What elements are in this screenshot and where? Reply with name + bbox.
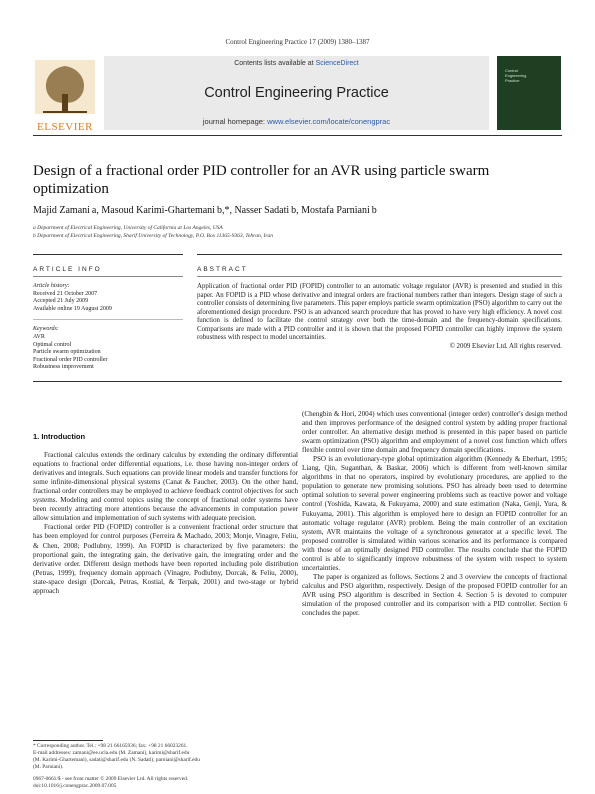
article-title: Design of a fractional order PID controller for an AVR using particle swarm optimization (33, 163, 490, 197)
keyword-item: Particle swarm optimization (33, 349, 101, 356)
article-info-heading: ARTICLE INFO (33, 266, 102, 273)
left-column (33, 432, 298, 596)
info-divider (33, 319, 183, 321)
homepage-link[interactable]: www.elsevier.com/locate/conengprac (267, 117, 391, 126)
right-column (302, 410, 567, 618)
keywords-label: Keywords: (33, 326, 59, 333)
footnotes (33, 743, 298, 771)
contents-prefix: Contents lists available at (234, 60, 316, 67)
paragraph: Fractional order PID (FOPID) controller is a convenient fractional order structure that has been employed for control purposes (Ferreira & Machado, 2003; Monje, Vinagre, Feliu, & Chen, 2008; Podlubny, 1999). An FOPID is characterized by five parameters: the proportional gain, the integrating gain, the derivative gain, the integrating order and the derivative order. Different design methods have been reported including pole distribution (Petras, 1999), frequency domain approach (Vinagre, Podlubny, Dorcak, & Feliu, 2000), state-space design (Dorcak, Petras, Kostial, & Terpak, 2001) and two-stage or hybrid approach (33, 523, 298, 595)
doi-line: doi:10.1016/j.conengprac.2009.07.005 (33, 783, 117, 789)
article-identifiers (33, 776, 298, 790)
paragraph: Fractional calculus extends the ordinary calculus by extending the ordinary differential equations to fractional order differential equations, i.e. those having non-integer orders of derivatives and integrals. Such equations can provide linear models and transfer functions for some infinite-dimensional physical systems (Canat & Faucher, 2003). On the other hand, fractional order controllers may be employed to achieve feedback control objectives for such systems. Modeling and control topics using the concept of fractional order systems have been recently attracting more attentions because the advancements in computation power allow simulation and implementation of such systems with adequate precision. (33, 451, 298, 523)
contents-line (104, 60, 489, 67)
homepage-prefix: journal homepage: (202, 117, 268, 126)
footnote-corresponding: * Corresponding author. Tel.: +98 21 66165936; fax: +98 21 66023261. (33, 743, 188, 749)
keyword-item: AVR (33, 333, 45, 340)
keyword-item: Fractional order PID controller (33, 356, 108, 363)
history-accepted: Accepted 21 July 2009 (33, 298, 89, 305)
copyright-line: © 2009 Elsevier Ltd. All rights reserved. (449, 342, 562, 350)
sciencedirect-link[interactable]: ScienceDirect (315, 60, 359, 67)
history-online: Available online 19 August 2009 (33, 305, 112, 312)
elsevier-tree-logo (33, 58, 97, 128)
keyword-item: Optimal control (33, 341, 72, 348)
cover-title: Control Engineering Practice (505, 68, 527, 83)
abstract-bottom-rule (33, 381, 562, 382)
footnote-email: (M. Parniani). (33, 764, 64, 770)
journal-reference: Control Engineering Practice 17 (2009) 1380–1387 (225, 38, 370, 46)
abstract-heading: ABSTRACT (197, 266, 248, 273)
article-info (33, 283, 183, 372)
paragraph: The paper is organized as follows. Sections 2 and 3 overview the concepts of fractional calculus and PSO algorithm, respectively. Design of the proposed FOPID controller for an AVR using PSO algorithm is described in Section 4. Section 5 is devoted to computer simulation of the proposed controller and its comparison with a PID controller. Section 6 concludes the paper. (302, 572, 567, 618)
article-info-subrule (33, 276, 183, 277)
paragraph: PSO is an evolutionary-type global optimization algorithm (Kennedy & Eberhart, 1995; Liang, Qin, Suganthan, & Baskar, 2006) which is different from well-known similar algorithms in that no operators, inspired by evolutionary procedures, are applied to the population to generate new promising solutions. PSO has already been used to determine optimal solution to several power engineering problems such as reactive power and voltage control (Yoshida, Kawata, & Fukuyama, 2000) and state estimation (Naka, Genji, Yura, & Fukuyama, 2001). This algorithm is employed here to design an FOPID controller for an automatic voltage regulator (AVR) problem. Being the main controller of an excitation system, AVR maintains the voltage of a synchronous generator at a specific level. The proposed controller is simulated within various scenarios and its performance is compared with those of an optimally designed PID controller. The results conclude that the FOPID control is able to significantly improve robustness of the system with respect to system uncertainties. (302, 455, 567, 572)
affiliation-b: b Department of Electrical Engineering, Sharif University of Technology, P.O. Box 11365-9363, Tehran, Iran (33, 233, 273, 239)
issn-line: 0967-0661/$ - see front matter © 2009 Elsevier Ltd. All rights reserved. (33, 776, 189, 782)
footnote-email: (M. Karimi-Ghartemani), sadati@sharif.edu (N. Sadati), parniani@sharif.edu (33, 757, 200, 763)
abstract-subrule (197, 276, 562, 277)
abstract-block (197, 283, 562, 351)
paragraph: (Chengbin & Hori, 2004) which uses conventional (integer order) controller's design method and then improves performance of the designed control system by adding proper fractional order controller. An alternative design method is presented in this paper based on particle swarm optimization (PSO) algorithm and employment of a novel cost function which offers flexible control over time domain and frequency domain specifications. (302, 410, 567, 455)
section-heading-introduction: 1. Introduction (33, 432, 86, 441)
footnote-rule (33, 740, 103, 741)
journal-title: Control Engineering Practice (204, 85, 389, 101)
article-history-label: Article history: (33, 283, 70, 289)
keyword-item: Robustness improvement (33, 364, 94, 371)
footnote-email: E-mail addresses: zamani@ee.ucla.edu (M. Zamani), karimi@sharif.edu (33, 750, 190, 756)
affiliation-a: a Department of Electrical Engineering, University of California at Los Angeles, USA (33, 225, 223, 231)
abstract-text: Application of fractional order PID (FOPID) controller to an automatic voltage regulator (AVR) is presented and studied in this paper. An FOPID is a PID whose derivative and integral orders are fractional numbers rather than integers. Design stage of such a controller consists of determining five parameters. This paper employs particle swarm optimization (PSO) algorithm to carry out the aforementioned design procedure. PSO is an advanced search procedure that has proved to have very high efficiency. A novel cost function is defined to facilitate the control strategy over both the time-domain and the frequency-domain specifications. Comparisons are made with a PID controller and it is shown that the proposed FOPID controller can highly improve the system robustness with respect to model uncertainties. (197, 283, 562, 342)
history-received: Received 21 October 2007 (33, 290, 98, 297)
author-list: Majid Zamani a, Masoud Karimi-Ghartemani b,*, Nasser Sadati b, Mostafa Parniani b (33, 205, 377, 216)
elsevier-wordmark: ELSEVIER (37, 121, 93, 133)
abstract-rule (197, 254, 562, 255)
journal-homepage (104, 117, 489, 126)
header-rule (33, 135, 562, 136)
journal-cover-thumbnail (497, 56, 561, 130)
article-info-rule (33, 254, 183, 255)
